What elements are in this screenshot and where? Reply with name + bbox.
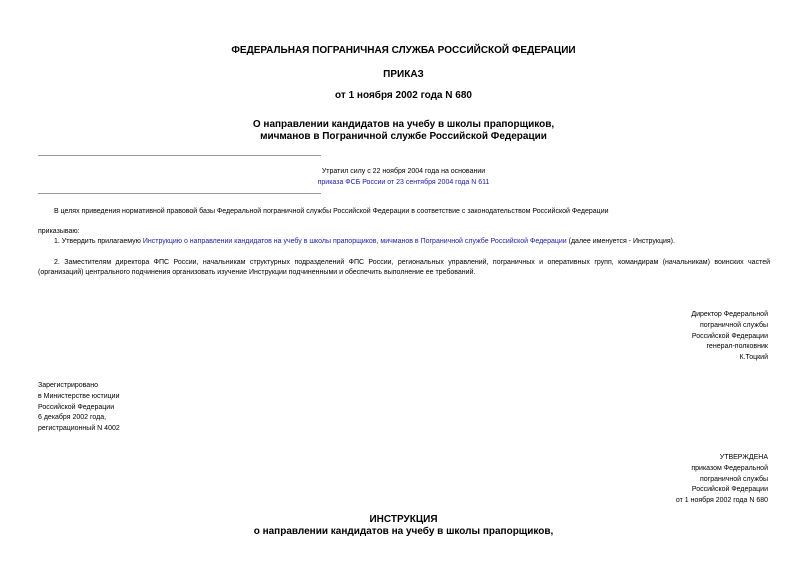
registration-line: Зарегистрировано [38,382,98,389]
registration-block [38,381,120,435]
instruction-title: ИНСТРУКЦИЯ [369,514,438,525]
registration-line: Российской Федерации [38,403,115,411]
doc-title-line2: мичманов в Пограничной службе Российской Федерации [260,131,547,142]
signature-line: Директор Федеральной [691,311,768,318]
signature-line: Российской Федерации [691,332,768,340]
registration-line: в Министерстве юстиции [38,392,120,400]
instruction-link[interactable]: Инструкцию о направлении кандидатов на учебу в школы прапорщиков, мичманов в Пограничной службе Российской Федерации [142,238,567,245]
doc-type: ПРИКАЗ [383,69,424,80]
instruction-subtitle: о направлении кандидатов на учебу в школы прапорщиков, [253,526,554,537]
agency-title: ФЕДЕРАЛЬНАЯ ПОГРАНИЧНАЯ СЛУЖБА РОССИЙСКОЙ ФЕДЕРАЦИИ [231,45,576,56]
approval-line: УТВЕРЖДЕНА [719,454,768,461]
signature-line: пограничной службы [699,321,768,329]
doc-title-line1: О направлении кандидатов на учебу в школы прапорщиков, [252,119,555,130]
status-note: Утратил силу с 22 ноября 2004 года на основании [321,168,486,175]
doc-date-number: от 1 ноября 2002 года N 680 [335,90,472,101]
item-1-prefix: 1. Утвердить прилагаемую [54,238,143,245]
divider-bottom [38,193,321,194]
status-link-row [0,178,807,188]
preamble: В целях приведения нормативной правовой базы Федеральной пограничной службы Российской Федерации в соответствие с законодательством Российской Федерации [54,208,609,215]
item-1 [54,237,774,247]
signature-line: К.Тоцкий [739,354,768,362]
registration-line: регистрационный N 4002 [38,425,120,433]
registration-line: 6 декабря 2002 года, [38,414,107,422]
approval-line: пограничной службы [699,475,768,483]
repeal-order-link[interactable]: приказа ФСБ России от 23 сентября 2004 года N 611 [317,179,490,186]
approval-line: Российской Федерации [691,486,768,494]
signature-block [691,310,768,364]
item-2: 2. Заместителям директора ФПС России, начальникам структурных подразделений ФПС России, региональных управлений, пограничных и оперативных групп, командирам (начальникам) воинских частей (организаций) центрального подчинения организовать изучение Инструкции подчиненными и обеспечить выполнение ее требований. [38,259,770,276]
approval-line: приказом Федеральной [691,464,768,472]
divider-top [38,155,321,156]
signature-line: генерал-полковник [706,343,768,351]
approval-line: от 1 ноября 2002 года N 680 [675,497,768,505]
order-word: приказываю: [38,228,80,235]
item-1-suffix: (далее именуется - Инструкция). [566,238,675,245]
approval-block [676,453,768,507]
